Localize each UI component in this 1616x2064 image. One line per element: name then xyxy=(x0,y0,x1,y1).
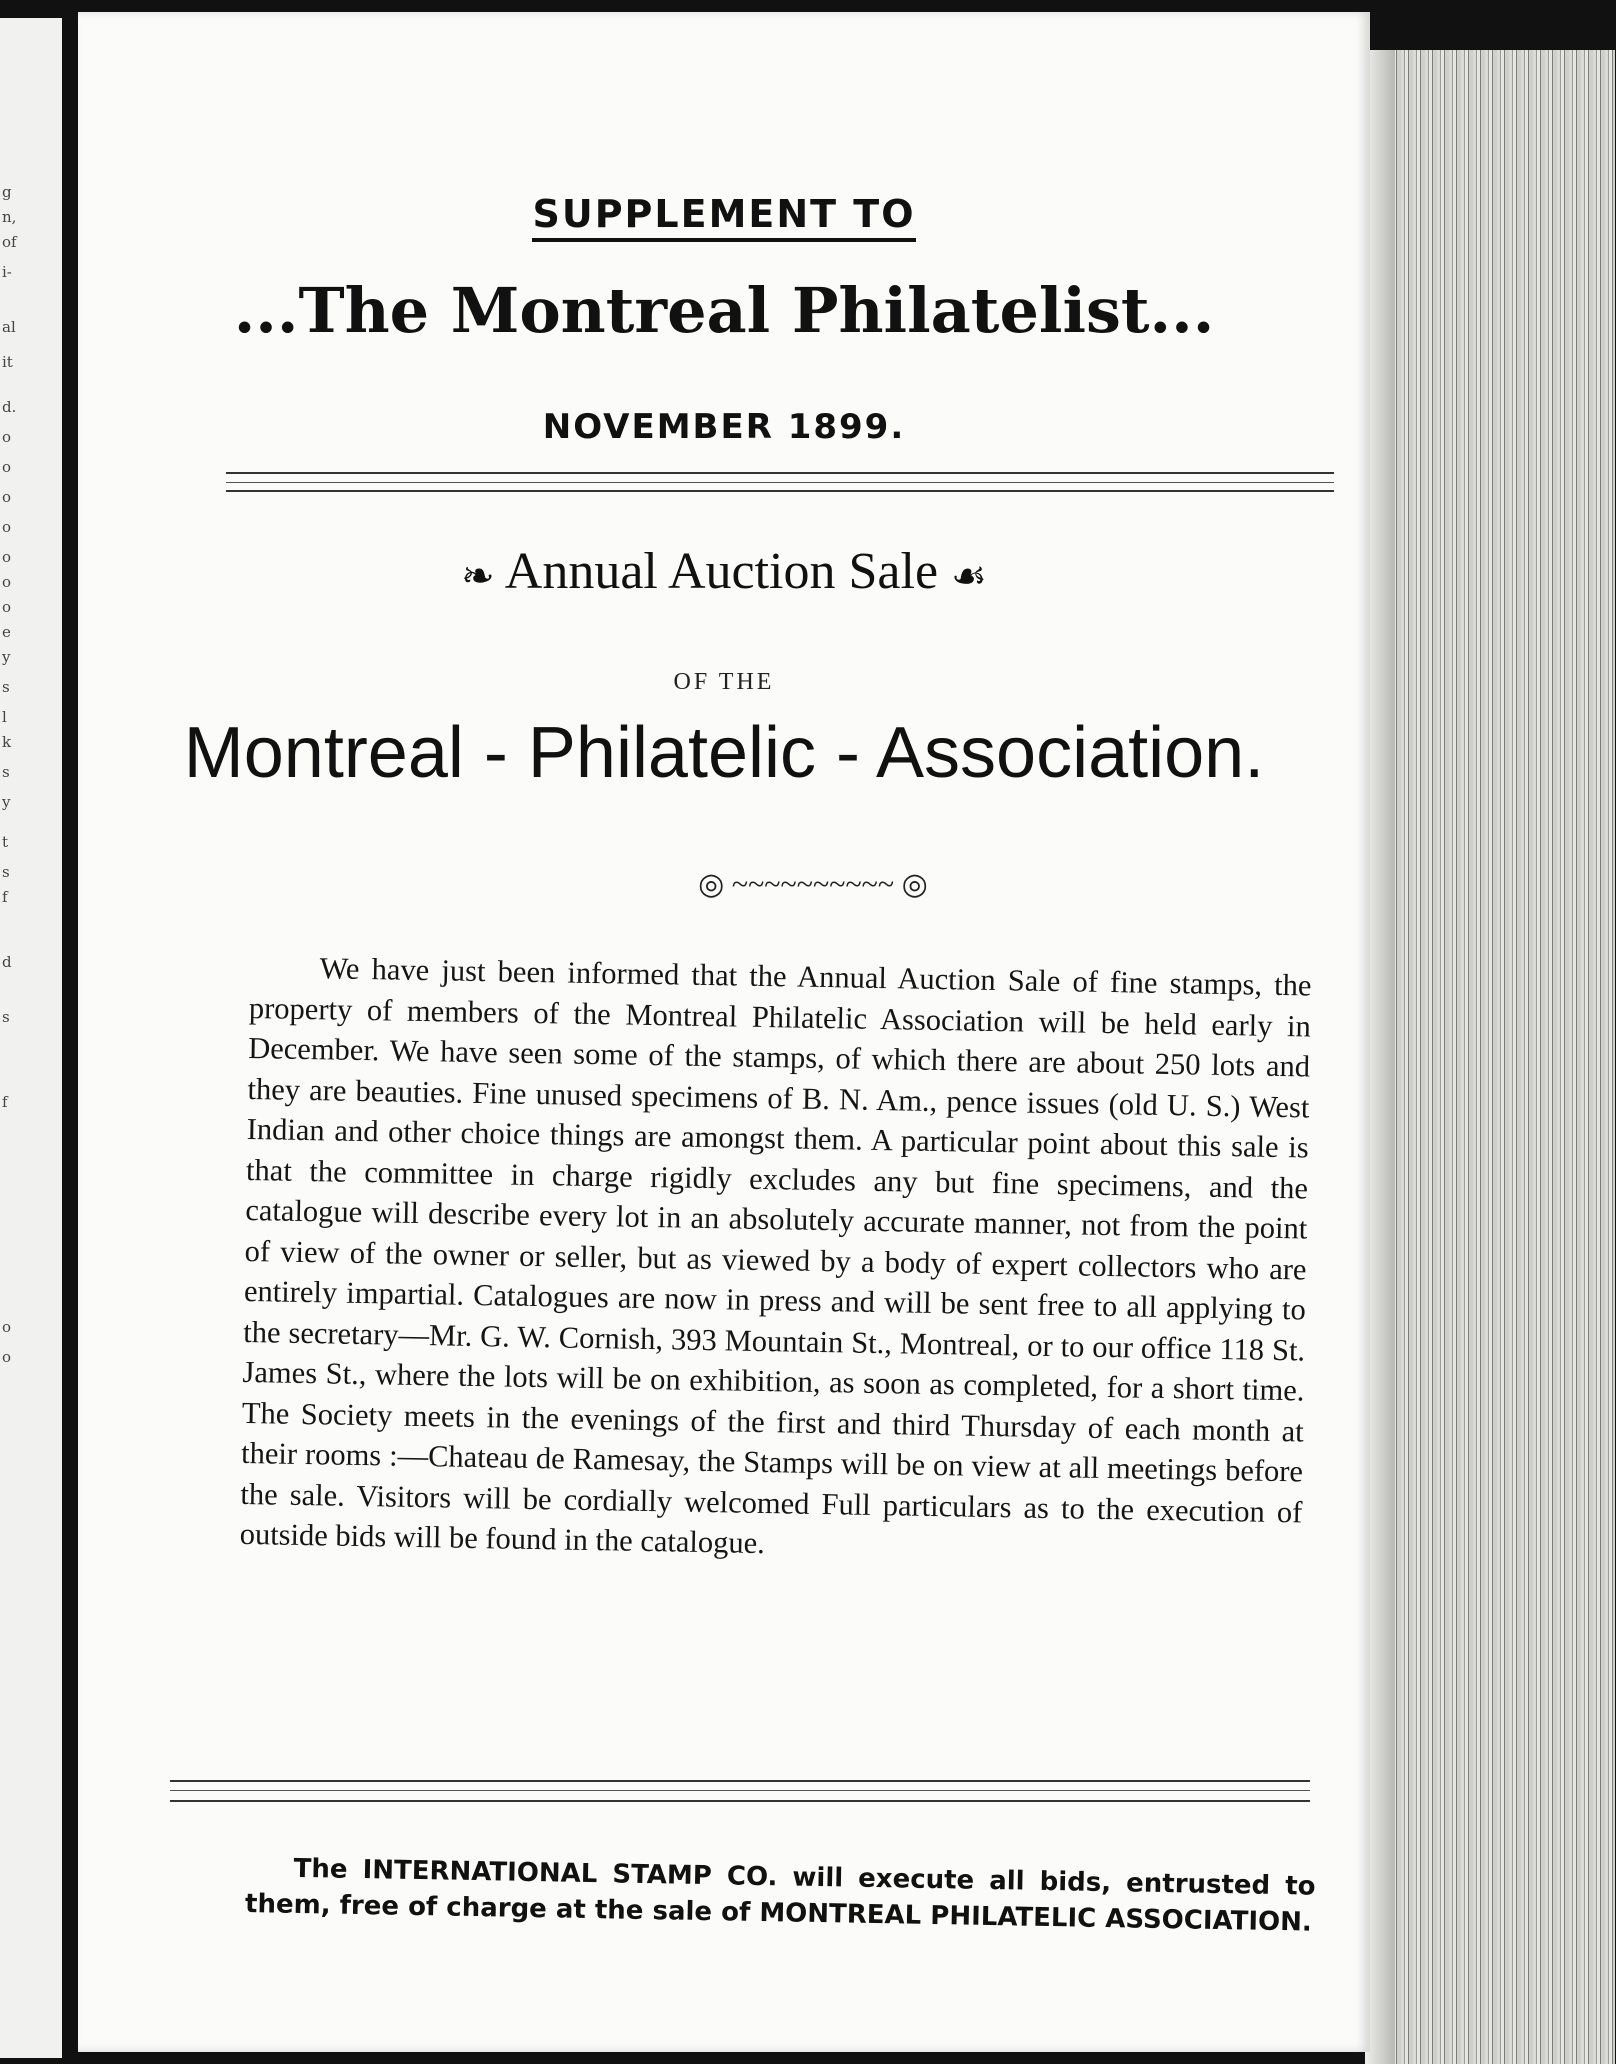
left-page-strip xyxy=(0,18,62,2058)
footer-notice: The INTERNATIONAL STAMP CO. will execute all bids, entrusted to them, free of charge at the sale of MONTREAL PHILATELIC ASSOCIATION. xyxy=(244,1853,1316,1938)
divider-rule xyxy=(226,472,1334,474)
divider-rule xyxy=(226,482,1334,483)
left-page-fragment: k xyxy=(2,733,12,751)
left-page-fragment: o xyxy=(2,458,12,476)
left-page-fragment: l xyxy=(2,708,7,726)
issue-date: NOVEMBER 1899. xyxy=(542,407,906,447)
divider-rule xyxy=(170,1800,1310,1802)
left-page-fragment: o xyxy=(2,488,12,506)
divider-rule xyxy=(170,1780,1310,1782)
auction-title xyxy=(78,542,1370,601)
left-page-fragment: o xyxy=(2,1348,12,1366)
divider-rule xyxy=(226,490,1334,492)
left-page-fragment: e xyxy=(2,623,11,641)
of-the-label: OF THE xyxy=(673,669,775,695)
left-page-fragment: o xyxy=(2,573,12,591)
ornament-divider-icon: ◎ ~~~~~~~~~~ ◎ xyxy=(698,868,928,901)
left-page-fragment: it xyxy=(2,353,13,371)
left-page-fragment: s xyxy=(2,1008,10,1026)
left-page-fragment: y xyxy=(2,648,11,666)
auction-title-text: Annual Auction Sale xyxy=(504,543,939,600)
left-page-fragment: t xyxy=(2,833,9,851)
left-page-fragment: s xyxy=(2,863,10,881)
left-page-fragment: i- xyxy=(2,263,12,281)
left-page-fragment: d. xyxy=(2,398,17,416)
left-page-fragment: of xyxy=(2,233,17,251)
supplement-heading: SUPPLEMENT TO xyxy=(78,192,1370,236)
left-page-fragment: s xyxy=(2,678,10,696)
left-page-fragment: g xyxy=(2,183,12,201)
left-page-fragment: y xyxy=(2,793,11,811)
left-page-fragment: f xyxy=(2,888,8,906)
left-page-fragment: n, xyxy=(2,208,17,226)
left-page-fragment: o xyxy=(2,428,12,446)
divider-rule xyxy=(170,1790,1310,1791)
masthead-title: ...The Montreal Philatelist... xyxy=(233,274,1215,347)
left-page-fragment: al xyxy=(2,318,16,336)
left-page-fragment: o xyxy=(2,548,12,566)
book-page-edges xyxy=(1365,50,1615,2064)
left-page-fragment: d xyxy=(2,953,12,971)
association-name: Montreal - Philatelic - Association. xyxy=(183,713,1265,793)
left-page-fragment: o xyxy=(2,1318,12,1336)
left-page-fragment: f xyxy=(2,1093,8,1111)
announcement-body: We have just been informed that the Annual Auction Sale of fine stamps, the property of members of the Montreal Philatelic Association will be held early in December. We have seen some of the stamps, of which there are about 250 lots and they are beauties. Fine unused specimens of B. N. Am., pence issues (old U. S.) West Indian and other choice things are amongst them. A particular point about this sale is that the committee in charge rigidly excludes any but fine specimens, and the catalogue will describe every lot in an absolutely accurate manner, not from the point of view of the owner or seller, but as viewed by a body of expert collectors who are entirely impartial. Catalogues are now in press and will be sent free to all applying to the secretary—Mr. G. W. Cornish, 393 Mountain St., Montreal, or to our office 118 St. James St., where the lots will be on exhibition, as soon as completed, for a short time. The Society meets in the evenings of the first and third Thursday of each month at their rooms :—Chateau de Ramesay, the Stamps will be on view at all meetings before the sale. Visitors will be cordially welcomed Full particulars as to the execution of outside bids will be found in the catalogue. xyxy=(239,951,1312,1561)
left-page-fragment: o xyxy=(2,518,12,536)
document-page xyxy=(78,12,1370,2052)
flourish-right-icon: ☙ xyxy=(951,553,987,599)
flourish-left-icon: ❧ xyxy=(461,553,495,599)
left-page-fragment: s xyxy=(2,763,10,781)
left-page-fragment: o xyxy=(2,598,12,616)
